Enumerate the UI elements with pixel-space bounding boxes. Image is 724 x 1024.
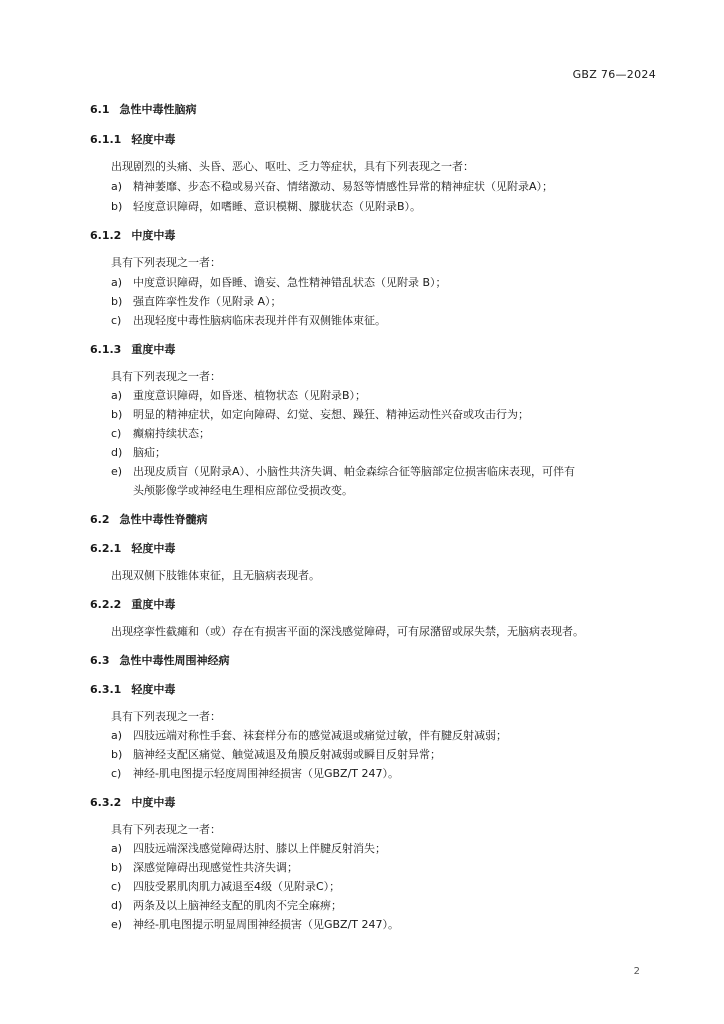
list-marker: b) [111, 408, 123, 421]
section-6-2-2-text: 出现痉挛性截瘫和（或）存在有损害平面的深浅感觉障碍，可有尿潴留或尿失禁，无脑病表现者。 [111, 625, 584, 638]
list-text: 神经-肌电图提示明显周围神经损害（见GBZ/T 247）。 [133, 918, 399, 931]
list-text: 中度意识障碍，如昏睡、谵妄、急性精神错乱状态（见附录 B）； [133, 276, 447, 289]
list-marker: b) [111, 748, 123, 761]
section-6-2-heading [90, 511, 208, 527]
list-text: 脑疝； [133, 446, 166, 459]
section-title: 重度中毒 [131, 343, 176, 356]
list-item [111, 406, 529, 422]
list-text: 轻度意识障碍，如嗜睡、意识模糊、朦胧状态（见附录B）。 [133, 200, 422, 213]
list-marker: a) [111, 389, 123, 402]
section-6-3-1-intro: 具有下列表现之一者： [111, 710, 221, 723]
list-item [111, 425, 210, 441]
list-text: 四肢受累肌肉肌力减退至4级（见附录C）； [133, 880, 341, 893]
section-title: 急性中毒性周围神经病 [119, 654, 230, 667]
list-marker: b) [111, 200, 123, 213]
list-item [111, 746, 441, 762]
list-marker: b) [111, 295, 123, 308]
list-item-continuation: 头颅影像学或神经电生理相应部位受损改变。 [133, 484, 353, 497]
list-text: 明显的精神症状，如定向障碍、幻觉、妄想、躁狂、精神运动性兴奋或攻击行为； [133, 408, 529, 421]
list-item [111, 916, 399, 932]
list-item [111, 293, 282, 309]
list-marker: e) [111, 918, 123, 931]
section-title: 轻度中毒 [131, 683, 176, 696]
list-text: 深感觉障碍出现感觉性共济失调； [133, 861, 298, 874]
section-title: 急性中毒性脑病 [119, 103, 197, 116]
section-6-1-1-heading [90, 131, 175, 147]
list-text: 四肢远端对称性手套、袜套样分布的感觉减退或痛觉过敏，伴有腱反射减弱； [133, 729, 507, 742]
list-marker: c) [111, 880, 122, 893]
list-item [111, 897, 342, 913]
list-text: 出现皮质盲（见附录A）、小脑性共济失调、帕金森综合征等脑部定位损害临床表现，可伴有 [133, 465, 576, 478]
list-marker: a) [111, 276, 123, 289]
list-text: 强直阵挛性发作（见附录 A）； [133, 295, 282, 308]
list-marker: c) [111, 427, 122, 440]
section-6-1-1-intro: 出现剧烈的头痛、头昏、恶心、呕吐、乏力等症状，具有下列表现之一者： [111, 160, 474, 173]
section-6-1-3-intro: 具有下列表现之一者： [111, 370, 221, 383]
section-6-3-2-heading [90, 794, 175, 810]
list-item [111, 178, 553, 194]
section-number: 6.3.1 [90, 683, 122, 696]
list-text: 出现轻度中毒性脑病临床表现并伴有双侧锥体束征。 [133, 314, 386, 327]
list-marker: a) [111, 180, 123, 193]
list-marker: a) [111, 842, 123, 855]
section-title: 急性中毒性脊髓病 [119, 513, 208, 526]
list-item [111, 312, 386, 328]
section-number: 6.1 [90, 103, 110, 116]
list-text: 两条及以上脑神经支配的肌肉不完全麻痹； [133, 899, 342, 912]
list-text: 四肢远端深浅感觉障碍达肘、膝以上伴腱反射消失； [133, 842, 386, 855]
section-number: 6.2.2 [90, 598, 122, 611]
section-number: 6.1.3 [90, 343, 122, 356]
list-text: 精神萎靡、步态不稳或易兴奋、情绪激动、易怒等情感性异常的精神症状（见附录A）； [133, 180, 554, 193]
list-marker: b) [111, 861, 123, 874]
list-item [111, 859, 298, 875]
section-number: 6.2.1 [90, 542, 122, 555]
list-marker: c) [111, 314, 122, 327]
list-marker: d) [111, 446, 123, 459]
list-item [111, 878, 340, 894]
section-6-1-2-intro: 具有下列表现之一者： [111, 256, 221, 269]
section-6-3-heading [90, 652, 230, 668]
list-item [111, 274, 447, 290]
list-marker: e) [111, 465, 123, 478]
list-item [111, 765, 399, 781]
section-6-2-1-text: 出现双侧下肢锥体束征，且无脑病表现者。 [111, 569, 320, 582]
list-item [111, 198, 421, 214]
list-text: 脑神经支配区痛觉、触觉减退及角膜反射减弱或瞬目反射异常； [133, 748, 441, 761]
section-title: 轻度中毒 [131, 133, 176, 146]
section-6-1-3-heading [90, 341, 175, 357]
section-title: 中度中毒 [131, 796, 176, 809]
section-number: 6.1.2 [90, 229, 122, 242]
section-6-3-1-heading [90, 681, 175, 697]
section-title: 轻度中毒 [131, 542, 176, 555]
section-6-1-heading [90, 101, 197, 117]
document-code-header: GBZ 76—2024 [572, 68, 656, 81]
list-text: 神经-肌电图提示轻度周围神经损害（见GBZ/T 247）。 [133, 767, 399, 780]
section-number: 6.3.2 [90, 796, 122, 809]
section-title: 重度中毒 [131, 598, 176, 611]
list-item [111, 840, 386, 856]
list-item [111, 727, 507, 743]
section-title: 中度中毒 [131, 229, 176, 242]
list-marker: c) [111, 767, 122, 780]
section-6-2-1-heading [90, 540, 175, 556]
section-6-3-2-intro: 具有下列表现之一者： [111, 823, 221, 836]
list-item [111, 463, 575, 479]
list-item [111, 387, 366, 403]
section-number: 6.2 [90, 513, 110, 526]
section-number: 6.1.1 [90, 133, 122, 146]
section-6-1-2-heading [90, 227, 175, 243]
list-text: 重度意识障碍，如昏迷、植物状态（见附录B）； [133, 389, 367, 402]
list-item [111, 444, 166, 460]
section-6-2-2-heading [90, 596, 175, 612]
page-number: 2 [633, 966, 640, 977]
section-number: 6.3 [90, 654, 110, 667]
list-marker: a) [111, 729, 123, 742]
list-marker: d) [111, 899, 123, 912]
list-text: 癫痫持续状态； [133, 427, 210, 440]
